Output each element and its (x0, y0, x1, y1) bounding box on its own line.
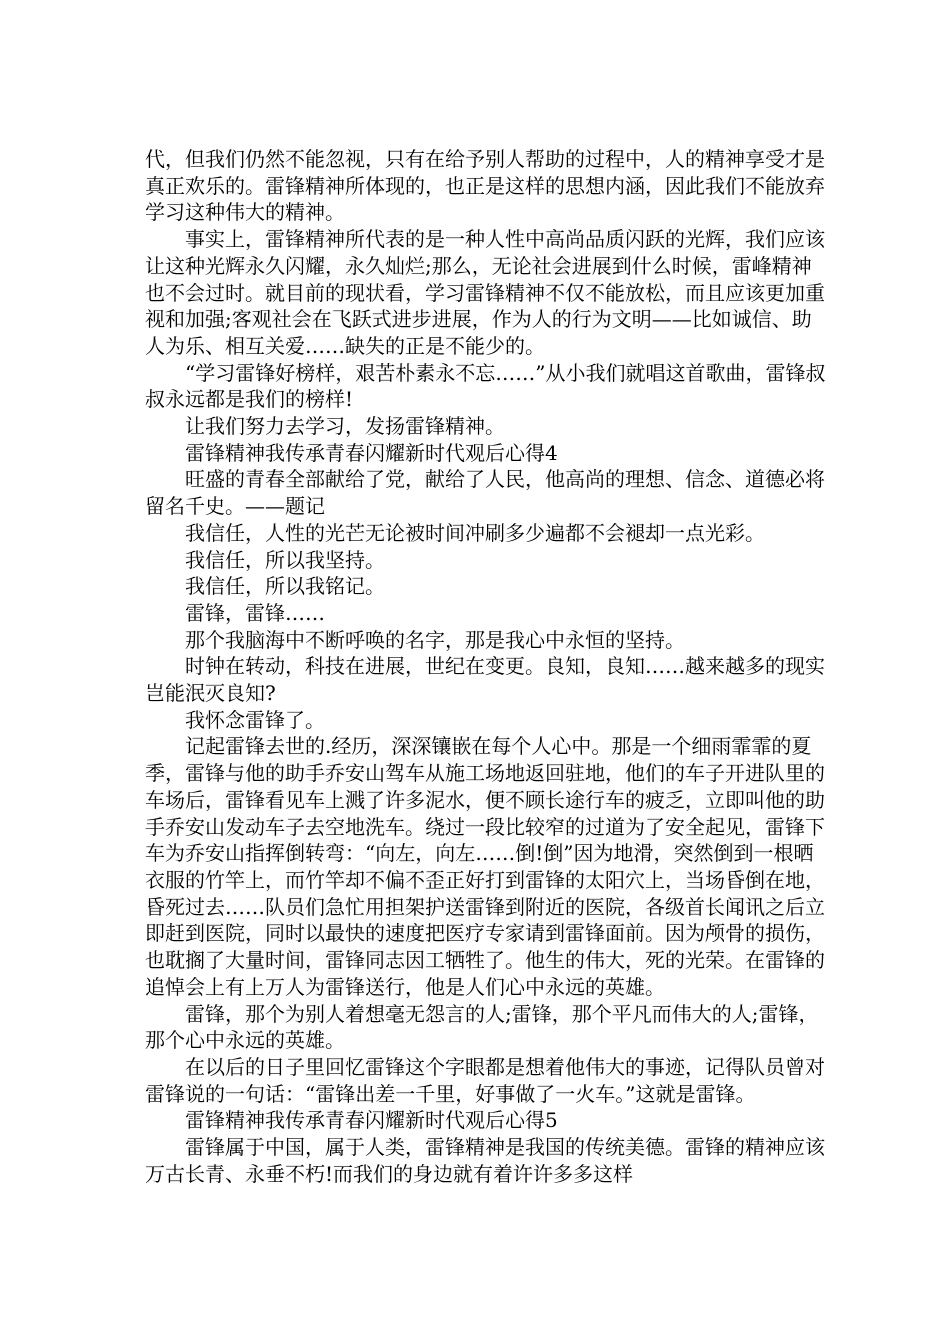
paragraph: 记起雷锋去世的.经历，深深镶嵌在每个人心中。那是一个细雨霏霏的夏季，雷锋与他的助手乔安山驾车从施工场地返回驻地，他们的车子开进队里的车场后，雷锋看见车上溅了许多泥水，便不顾长途行车的疲乏，立即叫他的助手乔安山发动车子去空地洗车。绕过一段比较窄的过道为了安全起见，雷锋下车为乔安山指挥倒转弯：“向左，向左……倒!倒”因为地滑，突然倒到一根晒衣服的竹竿上，而竹竿却不偏不歪正好打到雷锋的太阳穴上，当场昏倒在地，昏死过去……队员们急忙用担架护送雷锋到附近的医院，各级首长闻讯之后立即赶到医院，同时以最快的速度把医疗专家请到雷锋面前。因为颅骨的损伤，也耽搁了大量时间，雷锋同志因工牺牲了。他生的伟大，死的光荣。在雷锋的追悼会上有上万人为雷锋送行，他是人们心中永远的英雄。 (145, 734, 825, 999)
paragraph: “学习雷锋好榜样，艰苦朴素永不忘……”从小我们就唱这首歌曲，雷锋叔叔永远都是我们的榜样! (145, 360, 826, 412)
paragraph: 在以后的日子里回忆雷锋这个字眼都是想着他伟大的事迹，记得队员曾对雷锋说的一句话：“雷锋出差一千里，好事做了一火车。”这就是雷锋。 (145, 1054, 825, 1106)
paragraph: 我信任，人性的光芒无论被时间冲刷多少遍都不会褪却一点光彩。 (185, 520, 765, 545)
section-heading: 雷锋精神我传承青春闪耀新时代观后心得4 (185, 440, 558, 465)
paragraph: 时钟在转动，科技在进展，世纪在变更。良知，良知……越来越多的现实岂能泯灭良知? (145, 654, 825, 706)
paragraph: 我信任，所以我铭记。 (185, 574, 385, 599)
paragraph-continuation: 代，但我们仍然不能忽视，只有在给予别人帮助的过程中，人的精神享受才是真正欢乐的。雷锋精神所体现的，也正是这样的思想内涵，因此我们不能放弃学习这种伟大的精神。 (145, 147, 825, 225)
paragraph: 雷锋属于中国，属于人类，雷锋精神是我国的传统美德。雷锋的精神应该万古长青、永垂不朽!而我们的身边就有着许许多多这样 (145, 1135, 825, 1186)
paragraph: 旺盛的青春全部献给了党，献给了人民，他高尚的理想、信念、道德必将留名千史。——题记 (145, 467, 825, 519)
paragraph: 事实上，雷锋精神所代表的是一种人性中高尚品质闪跃的光辉，我们应该让这种光辉永久闪耀，永久灿烂;那么，无论社会进展到什么时候，雷峰精神也不会过时。就目前的现状看，学习雷锋精神不仅不能放松，而且应该更加重视和加强;客观社会在飞跃式进步进展，作为人的行为文明——比如诚信、助人为乐、相互关爱……缺失的正是不能少的。 (145, 227, 825, 358)
paragraph: 让我们努力去学习，发扬雷锋精神。 (185, 414, 505, 439)
paragraph: 我怀念雷锋了。 (185, 707, 325, 732)
paragraph: 我信任，所以我坚持。 (185, 547, 385, 572)
document-page (145, 146, 827, 1187)
section-heading: 雷锋精神我传承青春闪耀新时代观后心得5 (185, 1108, 558, 1133)
paragraph: 雷锋，雷锋…… (185, 600, 325, 625)
paragraph: 雷锋，那个为别人着想毫无怨言的人;雷锋，那个平凡而伟大的人;雷锋，那个心中永远的英雄。 (145, 1001, 819, 1053)
paragraph: 那个我脑海中不断呼唤的名字，那是我心中永恒的坚持。 (185, 627, 685, 652)
